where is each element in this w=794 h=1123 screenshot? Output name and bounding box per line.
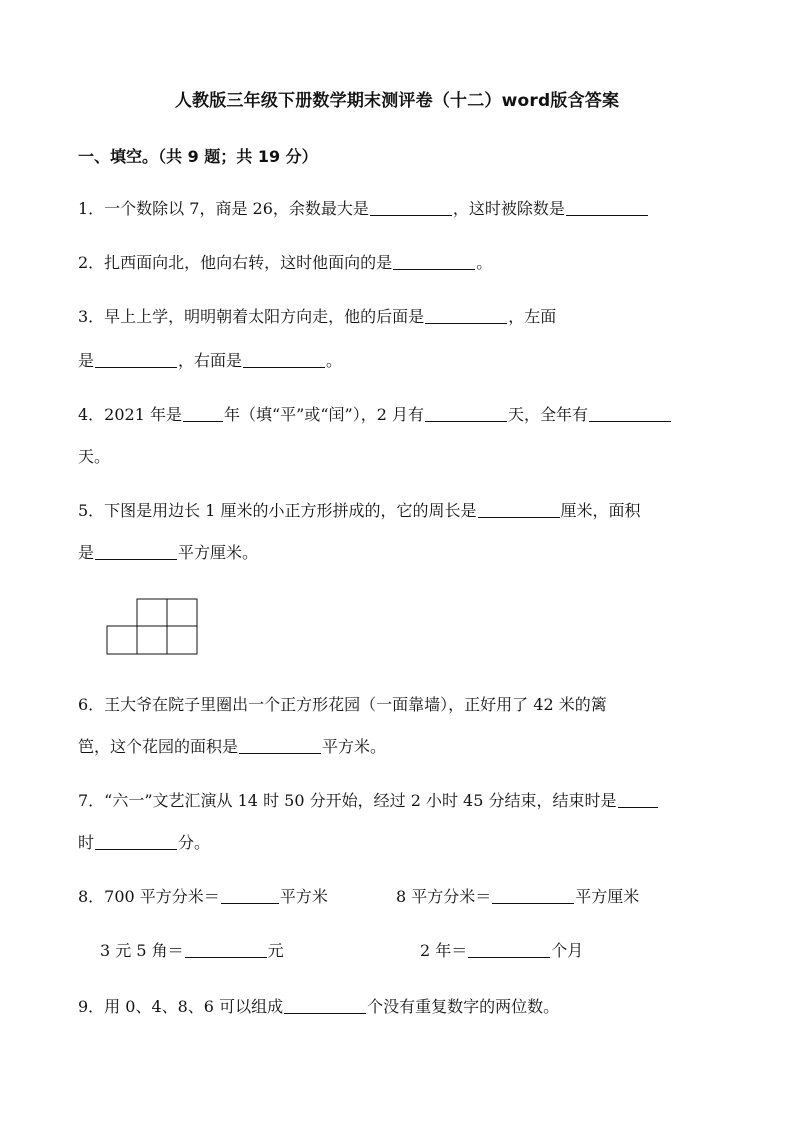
answer-blank[interactable] (566, 199, 648, 216)
q5-text: 是 (78, 543, 95, 562)
q5-text: 平方厘米。 (178, 543, 259, 562)
question-8-part3 (100, 940, 284, 962)
q7-text: 7．“六一”文艺汇演从 14 时 50 分开始，经过 2 小时 45 分结束，结束时是 (78, 791, 617, 810)
q5-text: 厘米，面积 (560, 501, 641, 520)
q8-text: 平方厘米 (575, 887, 640, 906)
square-cell (137, 599, 167, 626)
answer-blank[interactable] (393, 253, 475, 270)
square-cell (167, 599, 197, 626)
question-5 (78, 500, 641, 522)
answer-blank[interactable] (185, 941, 267, 958)
square-cell (167, 626, 197, 654)
q8-text: 平方米 (279, 887, 328, 906)
question-8-part4 (420, 940, 583, 962)
answer-blank[interactable] (468, 941, 550, 958)
q3-text: 3．早上上学，明明朝着太阳方向走，他的后面是 (78, 307, 425, 326)
question-5-cont (78, 542, 258, 564)
q5-text: 5．下图是用边长 1 厘米的小正方形拼成的，它的周长是 (78, 501, 477, 520)
answer-blank[interactable] (239, 737, 321, 754)
question-3 (78, 306, 556, 328)
answer-blank[interactable] (95, 833, 177, 850)
question-6-cont (78, 736, 386, 758)
page-title: 人教版三年级下册数学期末测评卷（十二）word版含答案 (174, 91, 620, 111)
q8-text: 8 平方分米＝ (396, 887, 492, 906)
question-7 (78, 790, 659, 812)
section-heading: 一、填空。（共 9 题；共 19 分） (78, 147, 318, 166)
q6-text: 6．王大爷在院子里圈出一个正方形花园（一面靠墙），正好用了 42 米的篱 (78, 695, 607, 714)
question-8-part2 (396, 886, 639, 908)
q3-text: 是 (78, 351, 95, 370)
q4-text: 天。 (78, 447, 111, 466)
q3-text: 。 (326, 351, 343, 370)
answer-blank[interactable] (95, 543, 177, 560)
answer-blank[interactable] (425, 307, 507, 324)
q9-text: 个没有重复数字的两位数。 (367, 997, 560, 1016)
question-8 (78, 886, 328, 908)
question-6 (78, 694, 607, 716)
answer-blank[interactable] (95, 351, 177, 368)
q8-text: 个月 (551, 941, 584, 960)
answer-blank[interactable] (618, 791, 658, 808)
q2-text: 。 (476, 253, 493, 272)
answer-blank[interactable] (284, 997, 366, 1014)
q3-text: ，右面是 (178, 351, 243, 370)
q4-text: 4．2021 年是 (78, 405, 182, 424)
answer-blank[interactable] (370, 199, 452, 216)
q1-text: 1．一个数除以 7，商是 26，余数最大是 (78, 199, 369, 218)
q3-text: ，左面 (508, 307, 557, 326)
q7-text: 时 (78, 833, 95, 852)
q6-text: 笆，这个花园的面积是 (78, 737, 239, 756)
square-cell (107, 626, 137, 654)
question-9 (78, 996, 559, 1018)
q1-text: ，这时被除数是 (452, 199, 565, 218)
q8-text: 2 年＝ (420, 941, 468, 960)
question-4-cont (78, 446, 110, 468)
answer-blank[interactable] (183, 405, 223, 422)
q2-text: 2．扎西面向北，他向右转，这时他面向的是 (78, 253, 393, 272)
answer-blank[interactable] (478, 501, 560, 518)
q4-text: 天，全年有 (508, 405, 589, 424)
q4-text: 年（填“平”或“闰”），2 月有 (224, 405, 424, 424)
answer-blank[interactable] (221, 887, 279, 904)
answer-blank[interactable] (492, 887, 574, 904)
question-3-cont (78, 350, 342, 372)
squares-figure (106, 598, 200, 656)
q8-text: 8．700 平方分米＝ (78, 887, 220, 906)
q9-text: 9．用 0、4、8、6 可以组成 (78, 997, 284, 1016)
answer-blank[interactable] (425, 405, 507, 422)
q6-text: 平方米。 (322, 737, 387, 756)
answer-blank[interactable] (243, 351, 325, 368)
q7-text: 分。 (178, 833, 211, 852)
question-1 (78, 198, 649, 220)
q8-text: 元 (267, 941, 284, 960)
question-4 (78, 404, 672, 426)
square-cell (137, 626, 167, 654)
answer-blank[interactable] (589, 405, 671, 422)
q8-text: 3 元 5 角＝ (100, 941, 184, 960)
question-7-cont (78, 832, 210, 854)
question-2 (78, 252, 492, 274)
